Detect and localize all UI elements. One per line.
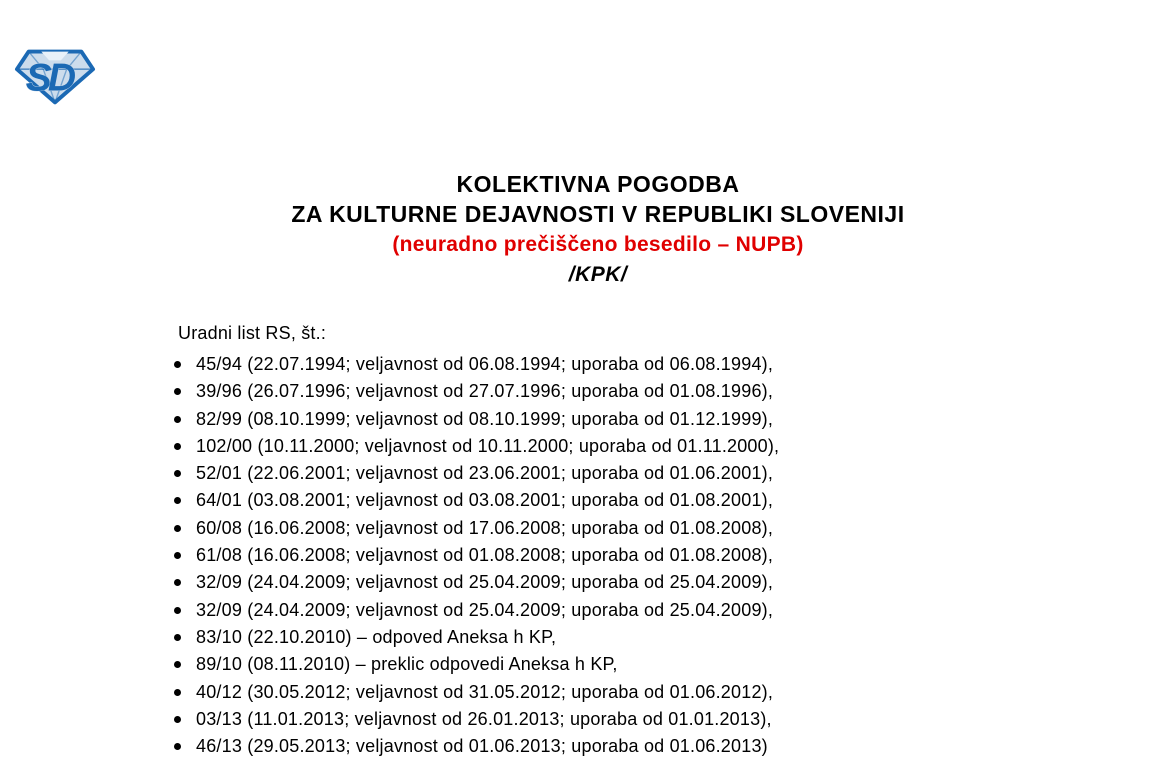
bullet-icon	[174, 361, 181, 368]
document-code: /KPK/	[568, 263, 628, 286]
gazette-entry-text: 03/13 (11.01.2013; veljavnost od 26.01.2013; uporaba od 01.01.2013),	[196, 708, 772, 729]
gazette-entry-text: 32/09 (24.04.2009; veljavnost od 25.04.2009; uporaba od 25.04.2009),	[196, 599, 774, 620]
bullet-icon	[174, 416, 181, 423]
gazette-entry	[170, 378, 1070, 405]
gazette-entry-text: 60/08 (16.06.2008; veljavnost od 17.06.2008; uporaba od 01.08.2008),	[196, 517, 774, 538]
gazette-entry-text: 64/01 (03.08.2001; veljavnost od 03.08.2001; uporaba od 01.08.2001),	[196, 490, 774, 511]
bullet-icon	[174, 634, 181, 641]
gazette-entry	[170, 706, 1070, 733]
sd-logo	[14, 46, 96, 106]
gazette-entry-text: 46/13 (29.05.2013; veljavnost od 01.06.2013; uporaba od 01.06.2013)	[196, 736, 768, 757]
gazette-list	[170, 351, 1070, 760]
gazette-entry-text: 61/08 (16.06.2008; veljavnost od 01.08.2008; uporaba od 01.08.2008),	[196, 545, 774, 566]
gazette-entry	[170, 406, 1070, 433]
sd-gem-icon	[14, 46, 96, 106]
gazette-entry-text: 82/99 (08.10.1999; veljavnost od 08.10.1999; uporaba od 01.12.1999),	[196, 408, 774, 429]
bullet-icon	[174, 552, 181, 559]
gazette-entry	[170, 542, 1070, 569]
bullet-icon	[174, 443, 181, 450]
bullet-icon	[174, 388, 181, 395]
bullet-icon	[174, 525, 181, 532]
subtitle-nupb: (neuradno prečiščeno besedilo – NUPB)	[392, 233, 804, 256]
gazette-entry	[170, 433, 1070, 460]
bullet-icon	[174, 470, 181, 477]
gazette-entry	[170, 351, 1070, 378]
gazette-entry	[170, 487, 1070, 514]
gazette-entry	[170, 597, 1070, 624]
document-title-line2: ZA KULTURNE DEJAVNOSTI V REPUBLIKI SLOVENIJI	[291, 201, 905, 227]
gazette-section	[170, 320, 1070, 760]
gazette-entry-text: 52/01 (22.06.2001; veljavnost od 23.06.2001; uporaba od 01.06.2001),	[196, 463, 774, 484]
gazette-entry-text: 102/00 (10.11.2000; veljavnost od 10.11.2000; uporaba od 01.11.2000),	[196, 435, 780, 456]
gazette-entry-text: 45/94 (22.07.1994; veljavnost od 06.08.1994; uporaba od 06.08.1994),	[196, 354, 774, 374]
title-block	[170, 169, 1026, 290]
sd-logo-text: SD	[25, 56, 73, 100]
bullet-icon	[174, 579, 181, 586]
gazette-entry	[170, 679, 1070, 706]
gazette-entry-text: 39/96 (26.07.1996; veljavnost od 27.07.1996; uporaba od 01.08.1996),	[196, 381, 774, 402]
document-title-line1: KOLEKTIVNA POGODBA	[456, 171, 740, 197]
gazette-entry	[170, 733, 1070, 760]
gazette-entry-text: 40/12 (30.05.2012; veljavnost od 31.05.2012; uporaba od 01.06.2012),	[196, 681, 774, 702]
bullet-icon	[174, 607, 181, 614]
gazette-list-heading: Uradni list RS, št.:	[178, 323, 327, 343]
gazette-entry	[170, 651, 1070, 678]
bullet-icon	[174, 497, 181, 504]
gazette-entry	[170, 460, 1070, 487]
bullet-icon	[174, 716, 181, 723]
bullet-icon	[174, 743, 181, 750]
gazette-entry	[170, 569, 1070, 596]
bullet-icon	[174, 689, 181, 696]
gazette-entry-text: 83/10 (22.10.2010) – odpoved Aneksa h KP,	[196, 626, 557, 647]
gazette-entry-text: 89/10 (08.11.2010) – preklic odpovedi Aneksa h KP,	[196, 654, 618, 675]
gazette-entry-text: 32/09 (24.04.2009; veljavnost od 25.04.2009; uporaba od 25.04.2009),	[196, 572, 774, 593]
bullet-icon	[174, 661, 181, 668]
gazette-entry	[170, 515, 1070, 542]
gazette-entry	[170, 624, 1070, 651]
